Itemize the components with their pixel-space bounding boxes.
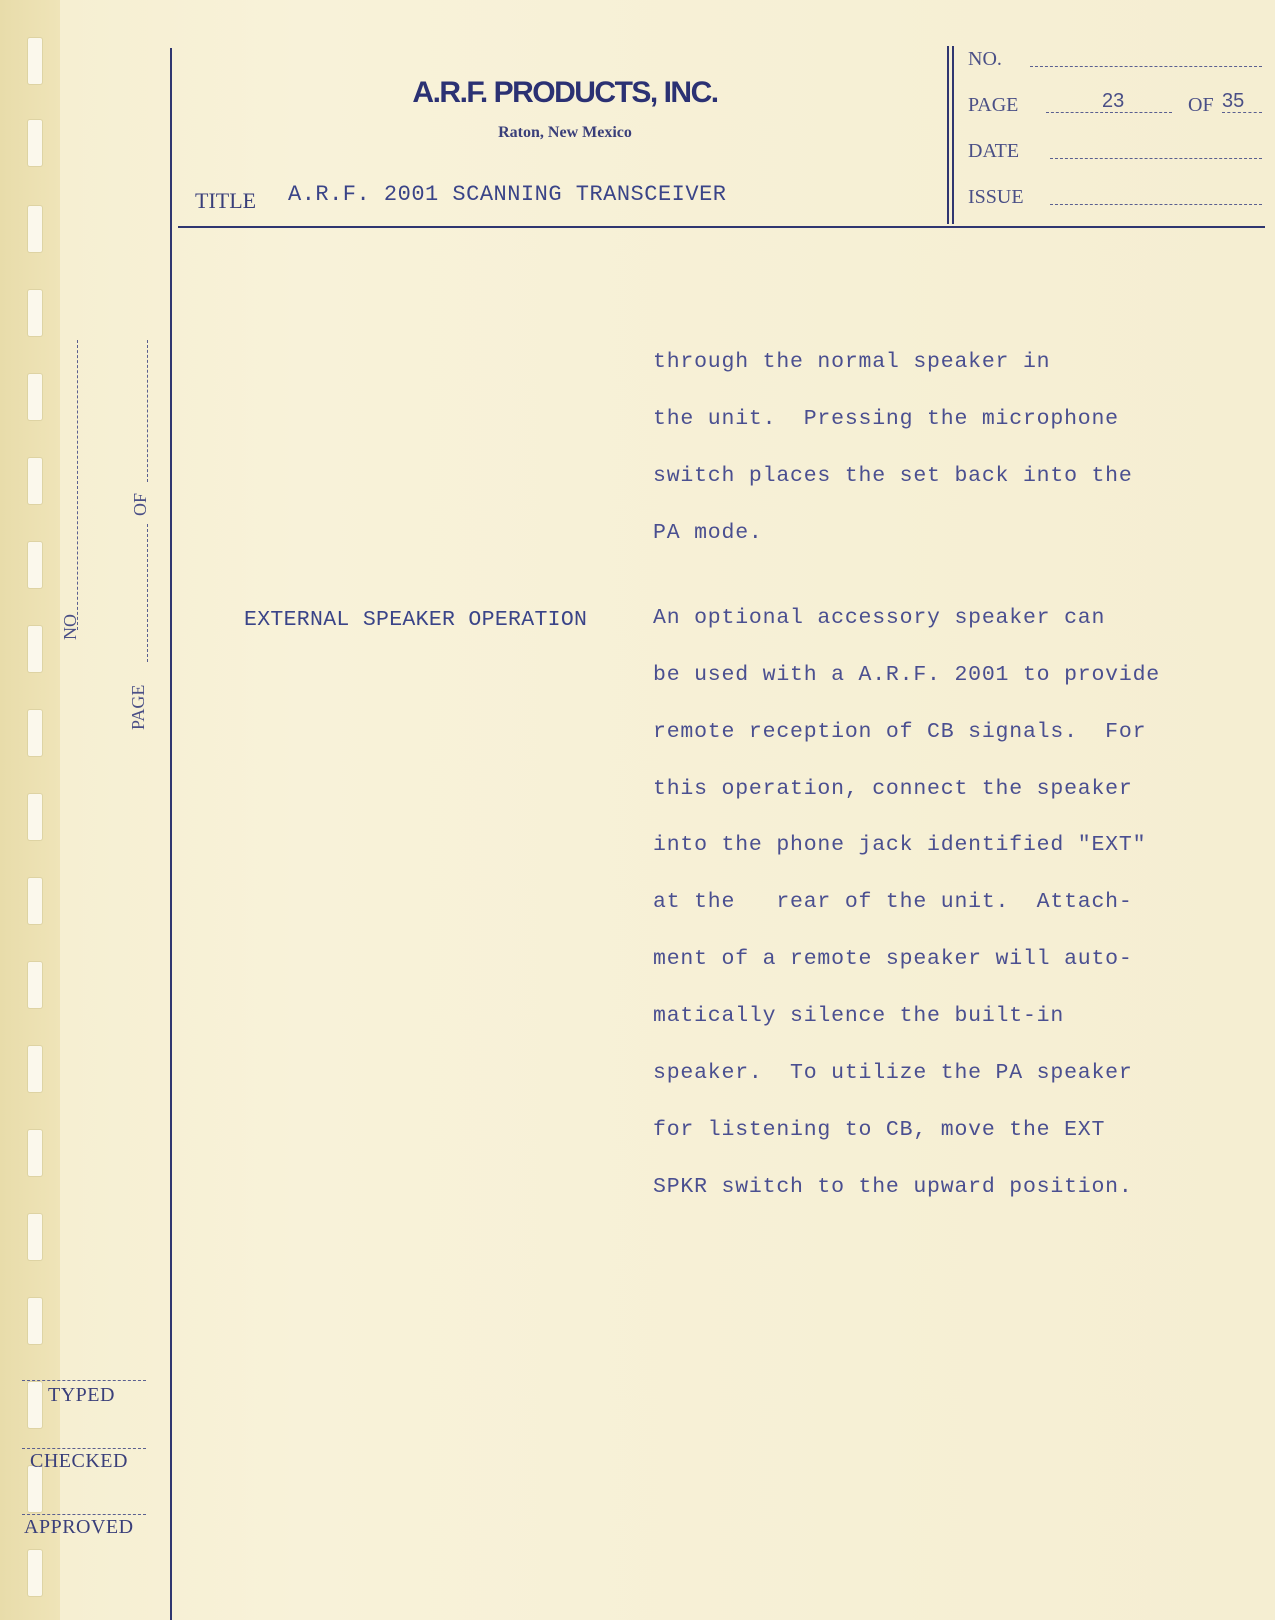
body-line: into the phone jack identified "EXT": [653, 833, 1147, 857]
meta-date-line: [1050, 158, 1262, 159]
side-no-line: [77, 340, 78, 630]
meta-date-label: DATE: [968, 140, 1020, 162]
body-line: this operation, connect the speaker: [653, 777, 1133, 801]
typed-line: [22, 1380, 146, 1381]
punch-mark: [28, 542, 42, 588]
body-line: through the normal speaker in: [653, 350, 1051, 374]
meta-box-rule: [947, 46, 949, 224]
approved-line: [22, 1514, 146, 1515]
body-line: speaker. To utilize the PA speaker: [653, 1061, 1133, 1085]
side-no-label: NO: [60, 614, 80, 640]
side-page-label: PAGE: [128, 684, 148, 730]
body-line: at the rear of the unit. Attach-: [653, 890, 1133, 914]
punch-mark: [28, 626, 42, 672]
meta-page-value: 23: [1102, 90, 1125, 112]
body-line: be used with a A.R.F. 2001 to provide: [653, 663, 1160, 687]
punch-mark: [28, 1214, 42, 1260]
meta-of-value: 35: [1222, 90, 1245, 112]
title-label: TITLE: [195, 188, 257, 213]
punch-mark: [28, 290, 42, 336]
punch-mark: [28, 794, 42, 840]
body-line: the unit. Pressing the microphone: [653, 407, 1119, 431]
meta-page-label: PAGE: [968, 94, 1019, 116]
body-line: PA mode.: [653, 521, 763, 545]
checked-line: [22, 1448, 146, 1449]
punch-mark: [28, 878, 42, 924]
document-title: A.R.F. 2001 SCANNING TRANSCEIVER: [288, 182, 727, 207]
meta-no-line: [1030, 66, 1262, 67]
body-line: remote reception of CB signals. For: [653, 720, 1147, 744]
body-line: switch places the set back into the: [653, 464, 1133, 488]
margin-rule: [170, 48, 172, 1620]
punch-mark: [28, 120, 42, 166]
meta-issue-line: [1050, 204, 1262, 205]
binding-strip: [0, 0, 60, 1620]
approved-label: APPROVED: [24, 1516, 134, 1538]
body-line: for listening to CB, move the EXT: [653, 1118, 1106, 1142]
punch-mark: [28, 458, 42, 504]
body-line: An optional accessory speaker can: [653, 606, 1106, 630]
meta-of-label: OF: [1188, 94, 1214, 116]
punch-mark: [28, 374, 42, 420]
meta-issue-row: [968, 186, 1268, 209]
side-of-line: [147, 340, 148, 482]
side-page-line: [147, 524, 148, 662]
meta-box-rule: [952, 46, 954, 224]
meta-of-line: [1222, 112, 1262, 113]
punch-mark: [28, 710, 42, 756]
body-line: matically silence the built-in: [653, 1004, 1065, 1028]
punch-mark: [28, 962, 42, 1008]
punch-mark: [28, 206, 42, 252]
body-line: SPKR switch to the upward position.: [653, 1175, 1133, 1199]
punch-mark: [28, 1550, 42, 1596]
header-rule: [178, 226, 1265, 228]
meta-no-label: NO.: [968, 48, 1002, 70]
punch-mark: [28, 1046, 42, 1092]
typed-label: TYPED: [48, 1384, 115, 1406]
body-line: ment of a remote speaker will auto-: [653, 947, 1133, 971]
side-of-label: OF: [130, 492, 150, 516]
meta-issue-label: ISSUE: [968, 186, 1024, 208]
punch-mark: [28, 38, 42, 84]
meta-no-row: [968, 48, 1268, 71]
company-name: A.R.F. PRODUCTS, INC.: [412, 76, 718, 109]
punch-mark: [28, 1298, 42, 1344]
punch-mark: [28, 1130, 42, 1176]
section-heading: EXTERNAL SPEAKER OPERATION: [244, 608, 588, 632]
punch-mark: [28, 1382, 42, 1428]
checked-label: CHECKED: [30, 1450, 128, 1472]
company-location: Raton, New Mexico: [498, 124, 632, 141]
meta-date-row: [968, 140, 1268, 163]
